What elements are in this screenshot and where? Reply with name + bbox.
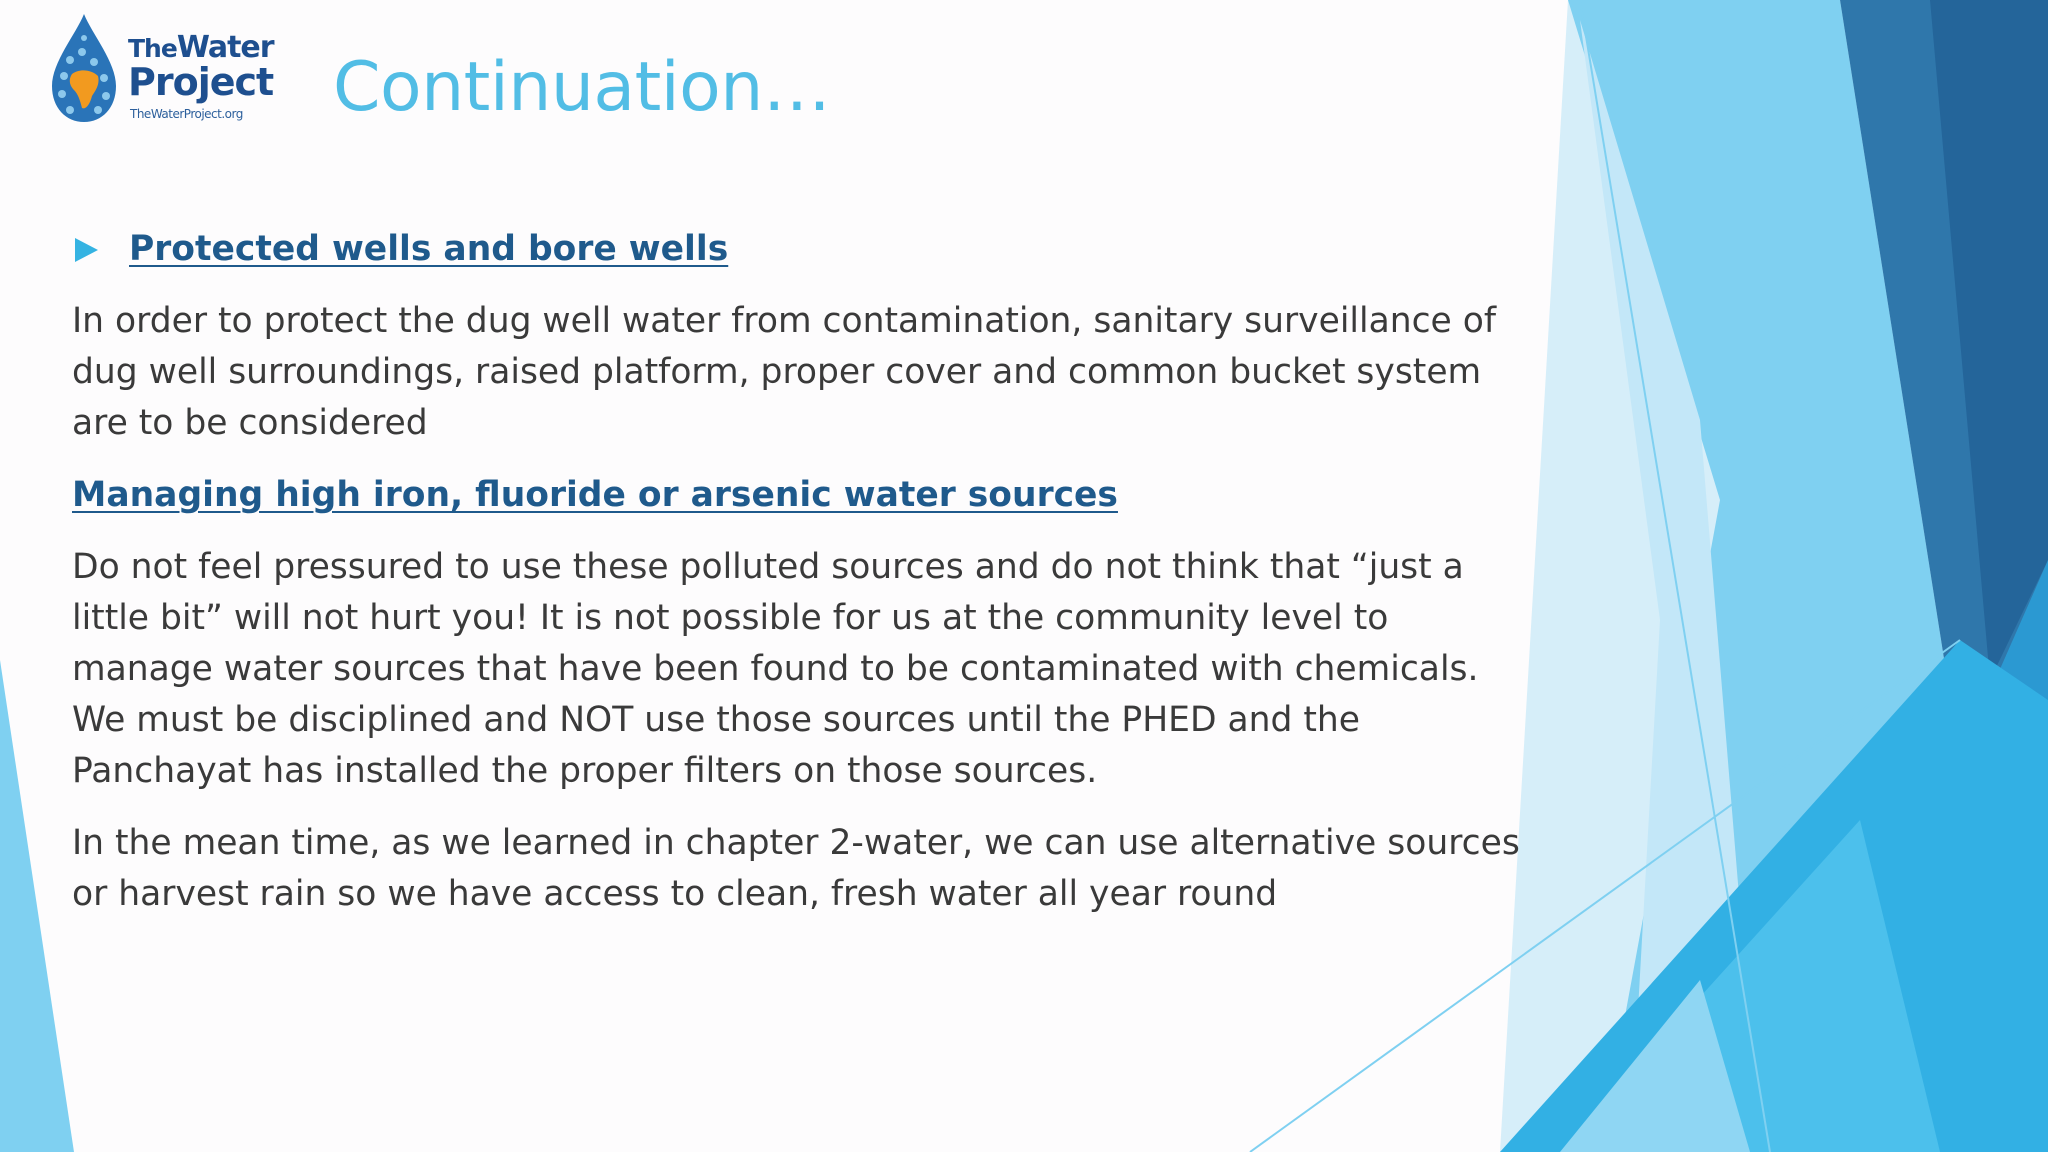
- slide-content: [72, 224, 1532, 941]
- facet-left-bottom: [0, 660, 74, 1152]
- logo-url: TheWaterProject.org: [130, 107, 243, 121]
- logo-text-line2: Project: [128, 60, 274, 104]
- water-drop-africa-icon: [46, 12, 122, 124]
- paragraph-wells: In order to protect the dug well water from contamination, sanitary surveillance of dug well surroundings, raised platform, proper cover and common bucket system are to be considered: [72, 301, 1497, 443]
- logo-text-line1: TheWater: [128, 30, 274, 65]
- slide-title: Continuation…: [333, 48, 831, 127]
- section-heading-managing-sources: [72, 470, 1532, 521]
- section-heading-wells: Protected wells and bore wells: [129, 229, 729, 269]
- bullet-item: [72, 224, 1532, 275]
- paragraph-polluted-sources: Do not feel pressured to use these polluted sources and do not think that “just a little bit” will not hurt you! It is not possible for us at the community level to manage water sources that have been found to be contaminated with chemicals. We must be disciplined and NOT use those sources until the PHED and the Panchayat has installed the proper filters on those sources.: [72, 547, 1479, 791]
- section-heading-managing-sources-text: Managing high iron, fluoride or arsenic water sources: [72, 475, 1118, 515]
- paragraph-alternative-sources: In the mean time, as we learned in chapter 2-water, we can use alternative sources or harvest rain so we have access to clean, fresh water all year round: [72, 823, 1520, 914]
- water-project-logo: [46, 12, 286, 132]
- triangle-right-icon: [75, 238, 98, 262]
